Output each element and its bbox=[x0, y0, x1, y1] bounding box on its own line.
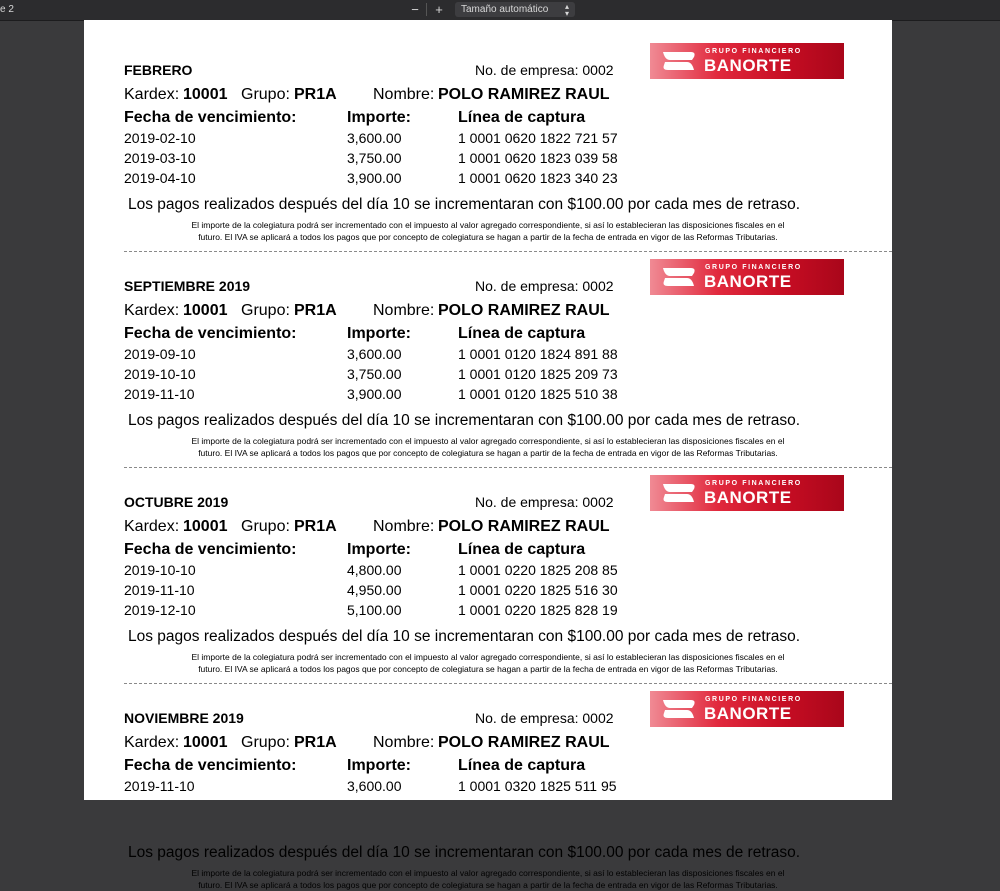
zoom-select-label: Tamaño automático bbox=[461, 4, 549, 15]
row-fecha: 2019-10-10 bbox=[124, 366, 196, 382]
empresa-number: No. de empresa: 0002 bbox=[475, 278, 614, 294]
header-linea: Línea de captura bbox=[458, 325, 586, 342]
header-importe: Importe: bbox=[347, 109, 411, 126]
row-linea: 1 0001 0120 1825 510 38 bbox=[458, 386, 618, 402]
row-importe: 5,100.00 bbox=[347, 602, 402, 618]
banorte-logo bbox=[650, 259, 844, 295]
nombre-value: POLO RAMIREZ RAUL bbox=[438, 86, 610, 103]
nombre-label: Nombre: bbox=[373, 734, 435, 751]
row-fecha: 2019-10-10 bbox=[124, 562, 196, 578]
kardex-value: 10001 bbox=[183, 518, 228, 535]
row-importe: 3,900.00 bbox=[347, 170, 402, 186]
row-importe: 3,600.00 bbox=[347, 346, 402, 362]
nombre-value: POLO RAMIREZ RAUL bbox=[438, 734, 610, 751]
kardex-value: 10001 bbox=[183, 734, 228, 751]
banorte-logo bbox=[650, 691, 844, 727]
iva-disclaimer-line1: El importe de la colegiatura podrá ser incrementado con el impuesto al valor agregado correspondiente, si así lo establecieran las disposiciones fiscales en el bbox=[191, 436, 785, 446]
page-indicator: e 2 bbox=[0, 4, 14, 15]
row-linea: 1 0001 0120 1824 891 88 bbox=[458, 346, 618, 362]
header-linea: Línea de captura bbox=[458, 541, 586, 558]
kardex-label: Kardex: bbox=[124, 86, 180, 103]
row-importe: 4,950.00 bbox=[347, 582, 402, 598]
banorte-logo bbox=[650, 43, 844, 79]
nombre-label: Nombre: bbox=[373, 518, 435, 535]
kardex-label: Kardex: bbox=[124, 734, 180, 751]
row-linea: 1 0001 0620 1823 039 58 bbox=[458, 150, 618, 166]
logo-line2: BANORTE bbox=[704, 272, 792, 291]
grupo-label: Grupo: bbox=[241, 302, 290, 319]
grupo-value: PR1A bbox=[294, 518, 337, 535]
empresa-number: No. de empresa: 0002 bbox=[475, 710, 614, 726]
kardex-label: Kardex: bbox=[124, 518, 180, 535]
row-importe: 3,600.00 bbox=[347, 130, 402, 146]
header-linea: Línea de captura bbox=[458, 757, 586, 774]
grupo-label: Grupo: bbox=[241, 734, 290, 751]
row-linea: 1 0001 0220 1825 828 19 bbox=[458, 602, 618, 618]
row-linea: 1 0001 0320 1825 511 95 bbox=[458, 778, 617, 794]
slip-month: OCTUBRE 2019 bbox=[124, 494, 229, 510]
nombre-value: POLO RAMIREZ RAUL bbox=[438, 518, 610, 535]
banorte-emblem-icon bbox=[660, 48, 698, 74]
row-fecha: 2019-11-10 bbox=[124, 582, 195, 598]
logo-line1: GRUPO FINANCIERO bbox=[705, 480, 802, 487]
header-importe: Importe: bbox=[347, 541, 411, 558]
payment-slip-1 bbox=[84, 20, 892, 242]
viewer-toolbar bbox=[0, 0, 1000, 21]
kardex-value: 10001 bbox=[183, 302, 228, 319]
grupo-value: PR1A bbox=[294, 734, 337, 751]
payment-slip-4 bbox=[84, 668, 892, 890]
late-payment-note: Los pagos realizados después del día 10 se incrementaran con $100.00 por cada mes de retraso. bbox=[128, 628, 801, 645]
logo-line1: GRUPO FINANCIERO bbox=[705, 264, 802, 271]
logo-line2: BANORTE bbox=[704, 488, 792, 507]
zoom-in-button[interactable]: + bbox=[435, 2, 443, 17]
row-importe: 4,800.00 bbox=[347, 562, 402, 578]
row-linea: 1 0001 0620 1823 340 23 bbox=[458, 170, 618, 186]
slip-month: FEBRERO bbox=[124, 62, 193, 78]
banorte-emblem-icon bbox=[660, 480, 698, 506]
header-importe: Importe: bbox=[347, 757, 411, 774]
iva-disclaimer-line2: futuro. El IVA se aplicará a todos los pagos que por concepto de colegiatura se hagan a partir de la fecha de entrada en vigor de las Reformas Tributarias. bbox=[198, 664, 778, 674]
kardex-value: 10001 bbox=[183, 86, 228, 103]
grupo-label: Grupo: bbox=[241, 86, 290, 103]
kardex-label: Kardex: bbox=[124, 302, 180, 319]
row-linea: 1 0001 0620 1822 721 57 bbox=[458, 130, 618, 146]
late-payment-note: Los pagos realizados después del día 10 se incrementaran con $100.00 por cada mes de retraso. bbox=[128, 844, 801, 861]
payment-slip-2 bbox=[84, 236, 892, 458]
header-importe: Importe: bbox=[347, 325, 411, 342]
empresa-number: No. de empresa: 0002 bbox=[475, 62, 614, 78]
grupo-label: Grupo: bbox=[241, 518, 290, 535]
row-importe: 3,600.00 bbox=[347, 778, 402, 794]
logo-line1: GRUPO FINANCIERO bbox=[705, 48, 802, 55]
row-fecha: 2019-12-10 bbox=[124, 602, 196, 618]
header-fecha: Fecha de vencimiento: bbox=[124, 541, 297, 558]
document-page bbox=[84, 20, 892, 890]
iva-disclaimer-line1: El importe de la colegiatura podrá ser incrementado con el impuesto al valor agregado correspondiente, si así lo establecieran las disposiciones fiscales en el bbox=[191, 868, 785, 878]
chevron-updown-icon: ▴ ▾ bbox=[564, 2, 569, 18]
grupo-value: PR1A bbox=[294, 302, 337, 319]
late-payment-note: Los pagos realizados después del día 10 se incrementaran con $100.00 por cada mes de retraso. bbox=[128, 412, 801, 429]
row-fecha: 2019-02-10 bbox=[124, 130, 196, 146]
banorte-emblem-icon bbox=[660, 696, 698, 722]
nombre-label: Nombre: bbox=[373, 86, 435, 103]
iva-disclaimer-line2: futuro. El IVA se aplicará a todos los pagos que por concepto de colegiatura se hagan a partir de la fecha de entrada en vigor de las Reformas Tributarias. bbox=[198, 232, 778, 242]
zoom-select[interactable] bbox=[455, 2, 575, 17]
row-fecha: 2019-04-10 bbox=[124, 170, 196, 186]
late-payment-note: Los pagos realizados después del día 10 se incrementaran con $100.00 por cada mes de retraso. bbox=[128, 196, 801, 213]
slip-month: SEPTIEMBRE 2019 bbox=[124, 278, 251, 294]
empresa-number: No. de empresa: 0002 bbox=[475, 494, 614, 510]
nombre-value: POLO RAMIREZ RAUL bbox=[438, 302, 610, 319]
header-linea: Línea de captura bbox=[458, 109, 586, 126]
slip-month: NOVIEMBRE 2019 bbox=[124, 710, 244, 726]
row-fecha: 2019-09-10 bbox=[124, 346, 196, 362]
row-fecha: 2019-03-10 bbox=[124, 150, 196, 166]
grupo-value: PR1A bbox=[294, 86, 337, 103]
nombre-label: Nombre: bbox=[373, 302, 435, 319]
row-fecha: 2019-11-10 bbox=[124, 778, 195, 794]
iva-disclaimer bbox=[128, 867, 848, 891]
row-importe: 3,750.00 bbox=[347, 366, 402, 382]
payment-slip-3 bbox=[84, 452, 892, 674]
row-linea: 1 0001 0120 1825 209 73 bbox=[458, 366, 618, 382]
iva-disclaimer-line1: El importe de la colegiatura podrá ser incrementado con el impuesto al valor agregado correspondiente, si así lo establecieran las disposiciones fiscales en el bbox=[191, 220, 785, 230]
logo-line2: BANORTE bbox=[704, 704, 792, 723]
header-fecha: Fecha de vencimiento: bbox=[124, 109, 297, 126]
logo-line1: GRUPO FINANCIERO bbox=[705, 696, 802, 703]
logo-line2: BANORTE bbox=[704, 56, 792, 75]
iva-disclaimer-line2: futuro. El IVA se aplicará a todos los pagos que por concepto de colegiatura se hagan a partir de la fecha de entrada en vigor de las Reformas Tributarias. bbox=[198, 880, 778, 890]
toolbar-divider bbox=[426, 3, 427, 16]
row-linea: 1 0001 0220 1825 208 85 bbox=[458, 562, 618, 578]
zoom-out-button[interactable]: − bbox=[411, 2, 419, 17]
row-importe: 3,900.00 bbox=[347, 386, 402, 402]
row-importe: 3,750.00 bbox=[347, 150, 402, 166]
header-fecha: Fecha de vencimiento: bbox=[124, 325, 297, 342]
header-fecha: Fecha de vencimiento: bbox=[124, 757, 297, 774]
banorte-logo bbox=[650, 475, 844, 511]
banorte-emblem-icon bbox=[660, 264, 698, 290]
iva-disclaimer-line1: El importe de la colegiatura podrá ser incrementado con el impuesto al valor agregado correspondiente, si así lo establecieran las disposiciones fiscales en el bbox=[191, 652, 785, 662]
row-fecha: 2019-11-10 bbox=[124, 386, 195, 402]
row-linea: 1 0001 0220 1825 516 30 bbox=[458, 582, 618, 598]
iva-disclaimer-line2: futuro. El IVA se aplicará a todos los pagos que por concepto de colegiatura se hagan a partir de la fecha de entrada en vigor de las Reformas Tributarias. bbox=[198, 448, 778, 458]
